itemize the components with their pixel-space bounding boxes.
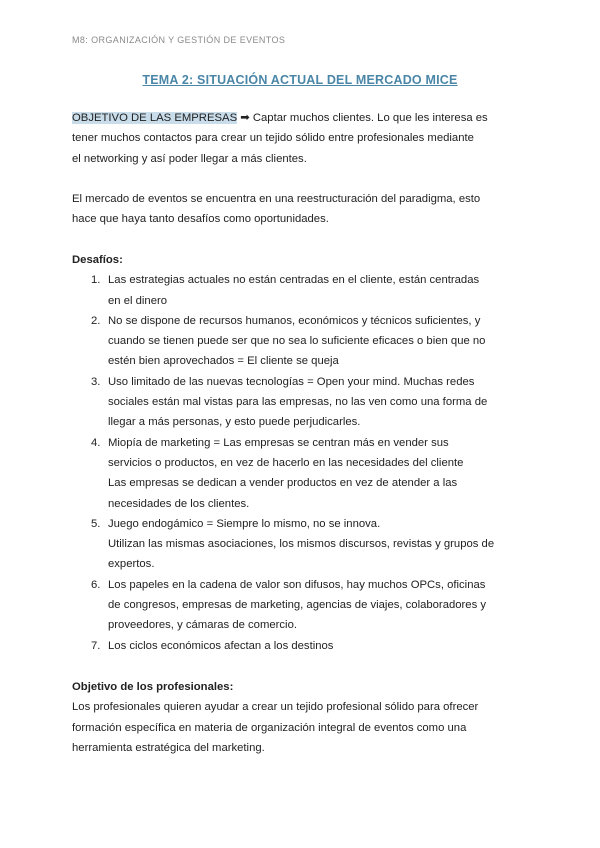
- list-item-line: Los ciclos económicos afectan a los destinos: [108, 639, 334, 652]
- list-item-line: en el dinero: [108, 294, 168, 307]
- list-item-line: proveedores, y cámaras de comercio.: [108, 619, 297, 632]
- list-item-line: Juego endogámico = Siempre lo mismo, no se innova.: [108, 517, 381, 530]
- list-item-line: Miopía de marketing = Las empresas se centran más en vender sus: [108, 436, 449, 449]
- list-item: [72, 636, 532, 656]
- list-item-line: sociales están mal vistas para las empresas, no las ven como una forma de: [108, 396, 488, 409]
- objective-text: Captar muchos clientes. Lo que les interesa es: [249, 112, 488, 124]
- page-header: M8: ORGANIZACIÓN Y GESTIÓN DE EVENTOS: [72, 35, 286, 45]
- list-item-number: 7.: [91, 639, 101, 652]
- challenges-list: [72, 270, 532, 656]
- market-line: hace que haya tanto desafíos como oportunidades.: [72, 213, 329, 226]
- list-item-line: Utilizan las mismas asociaciones, los mismos discursos, revistas y grupos de: [108, 538, 495, 551]
- objective-line-1: [72, 108, 532, 128]
- professionals-section: [72, 677, 532, 758]
- challenges-heading: Desafíos:: [72, 254, 123, 266]
- list-item: [72, 270, 532, 311]
- list-item: [72, 575, 532, 636]
- list-item-number: 5.: [91, 517, 101, 530]
- list-item-number: 4.: [91, 436, 101, 449]
- professionals-line: herramienta estratégica del marketing.: [72, 741, 265, 754]
- market-paragraph: [72, 189, 532, 230]
- list-item-line: Las empresas se dedican a vender productos en vez de atender a las: [108, 477, 458, 490]
- list-item: [72, 311, 532, 372]
- list-item: [72, 372, 532, 433]
- arrow-icon: ➡: [240, 112, 250, 124]
- list-item-number: 1.: [91, 274, 101, 287]
- objective-paragraph: [72, 108, 532, 169]
- professionals-line: Los profesionales quieren ayudar a crear un tejido profesional sólido para ofrecer: [72, 701, 479, 714]
- list-item-line: llegar a más personas, y esto puede perjudicarles.: [108, 416, 361, 429]
- list-item-line: estén bien aprovechados = El cliente se queja: [108, 355, 339, 368]
- objective-label: OBJETIVO DE LAS EMPRESAS: [72, 112, 238, 124]
- list-item-line: Uso limitado de las nuevas tecnologías = Open your mind. Muchas redes: [108, 375, 475, 388]
- objective-line: el networking y así poder llegar a más clientes.: [72, 152, 307, 165]
- list-item: [72, 433, 532, 514]
- list-item-number: 6.: [91, 578, 101, 591]
- challenges-section: [72, 250, 532, 656]
- professionals-heading: [72, 677, 532, 697]
- professionals-heading-text: Objetivo de los profesionales:: [72, 681, 234, 693]
- list-item-line: de congresos, empresas de marketing, agencias de viajes, colaboradores y: [108, 599, 487, 612]
- page-title: TEMA 2: SITUACIÓN ACTUAL DEL MERCADO MICE: [142, 73, 458, 87]
- market-line: El mercado de eventos se encuentra en una reestructuración del paradigma, esto: [72, 193, 481, 205]
- objective-line: tener muchos contactos para crear un tejido sólido entre profesionales mediante: [72, 132, 474, 145]
- list-item-line: Los papeles en la cadena de valor son difusos, hay muchos OPCs, oficinas: [108, 578, 486, 591]
- list-item-number: 2.: [91, 314, 101, 327]
- list-item-line: servicios o productos, en vez de hacerlo en las necesidades del cliente: [108, 456, 464, 469]
- list-item-line: cuando se tienen puede ser que no sea lo suficiente eficaces o bien que no: [108, 335, 486, 348]
- list-item-line: No se dispone de recursos humanos, económicos y técnicos suficientes, y: [108, 314, 481, 327]
- list-item: [72, 514, 532, 575]
- list-item-line: necesidades de los clientes.: [108, 497, 250, 510]
- list-item-line: expertos.: [108, 558, 155, 571]
- professionals-line: formación específica en materia de organización integral de eventos como una: [72, 721, 467, 734]
- list-item-line: Las estrategias actuales no están centradas en el cliente, están centradas: [108, 274, 480, 287]
- list-item-number: 3.: [91, 375, 101, 388]
